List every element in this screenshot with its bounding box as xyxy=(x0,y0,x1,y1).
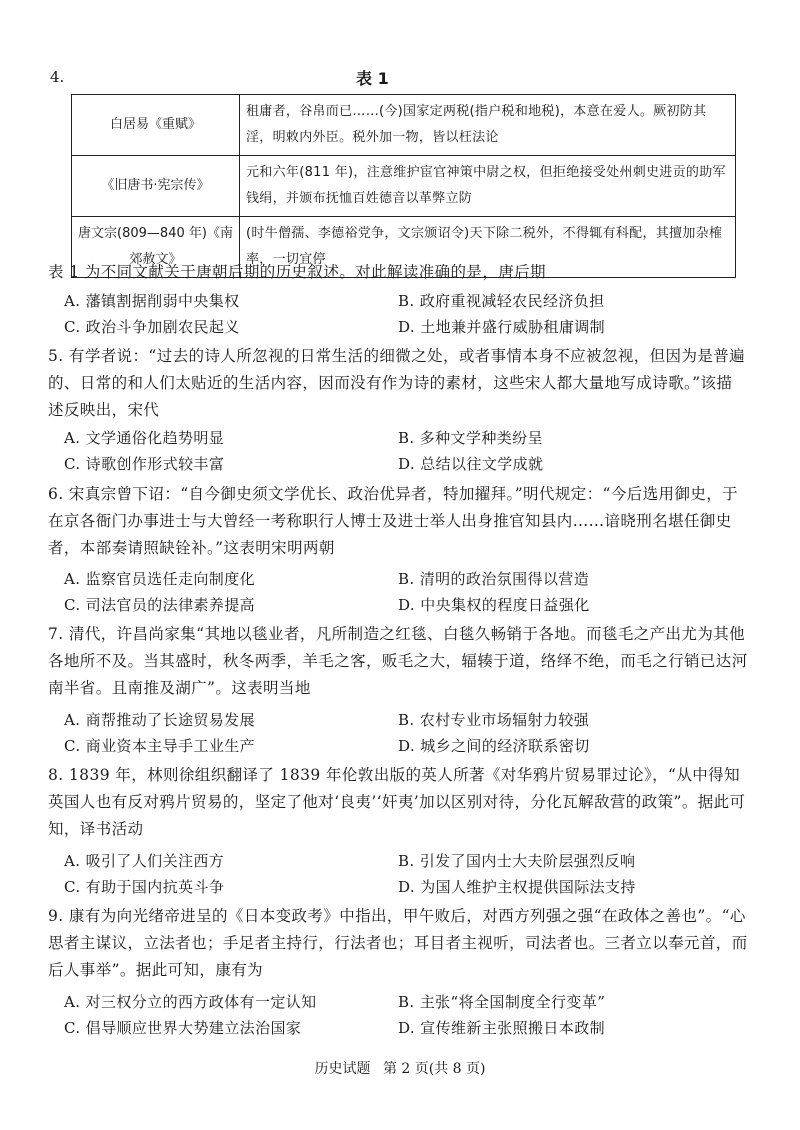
table-text-cell: (时牛僧孺、李德裕党争，文宗颁诏令)天下除二税外，不得辄有科配，其擅加杂榷率，一切宜停 xyxy=(240,217,736,278)
q5-option-b[interactable]: B. 多种文学种类纷呈 xyxy=(398,429,543,447)
q4-option-a[interactable]: A. 藩镇割据削弱中央集权 xyxy=(64,292,240,310)
table-title: 表 1 xyxy=(356,69,389,88)
q6-option-a[interactable]: A. 监察官员选任走向制度化 xyxy=(64,570,255,588)
q8-option-c[interactable]: C. 有助于国内抗英斗争 xyxy=(64,878,225,896)
page-footer xyxy=(0,1058,800,1078)
question-4-stem: 表 1 为不同文献关于唐朝后期的历史叙述。对此解读准确的是，唐后期 xyxy=(48,263,546,281)
q7-option-a[interactable]: A. 商帮推动了长途贸易发展 xyxy=(64,711,255,729)
q8-option-b[interactable]: B. 引发了国内士大夫阶层强烈反响 xyxy=(398,852,636,870)
footer-page-number: 第 2 页(共 8 页) xyxy=(382,1061,486,1077)
table-text-cell: 元和六年(811 年)，注意维护宦官神策中尉之权，但拒绝接受处州刺史进贡的助军钱绢，并颁布抚恤百姓德音以革弊立防 xyxy=(240,156,736,217)
q4-option-c[interactable]: C. 政治斗争加剧农民起义 xyxy=(64,318,240,336)
table-source-cell: 白居易《重赋》 xyxy=(72,95,240,156)
footer-subject: 历史试题 xyxy=(314,1061,371,1077)
question-9-stem: 9. 康有为向光绪帝进呈的《日本变政考》中指出，甲午败后，对西方列强之强“在政体之善也”。“心思者主谋议，立法者也；手足者主持行，行法者也；耳目者主视听，司法者也。三者立以奉元首，而后人事举”。据此可知，康有为 xyxy=(48,907,748,979)
q7-option-c[interactable]: C. 商业资本主导手工业生产 xyxy=(64,737,256,755)
q9-option-b[interactable]: B. 主张“将全国制度全行变革” xyxy=(398,993,606,1011)
q6-option-d[interactable]: D. 中央集权的程度日益强化 xyxy=(398,596,590,614)
question-4-number: 4. xyxy=(50,68,65,86)
table-text-cell: 租庸者，谷帛而已……(今)国家定两税(指户税和地税)，本意在爱人。厥初防其淫，明敕内外臣。税外加一物，皆以枉法论 xyxy=(240,95,736,156)
q8-option-a[interactable]: A. 吸引了人们关注西方 xyxy=(64,852,225,870)
source-table xyxy=(71,94,736,278)
q9-option-a[interactable]: A. 对三权分立的西方政体有一定认知 xyxy=(64,993,317,1011)
q5-option-a[interactable]: A. 文学通俗化趋势明显 xyxy=(64,429,225,447)
question-8-stem: 8. 1839 年，林则徐组织翻译了 1839 年伦敦出版的英人所著《对华鸦片贸易罪过论》，“从中得知英国人也有反对鸦片贸易的，坚定了他对‘良夷’‘奸夷’加以区别对待，分化瓦解敌营的政策”。据此可知，译书活动 xyxy=(48,766,746,838)
q6-option-b[interactable]: B. 清明的政治氛围得以营造 xyxy=(398,570,590,588)
question-7-stem: 7. 清代，许昌尚家集“其地以毯业者，凡所制造之红毯、白毯久畅销于各地。而毯毛之产出尤为其他各地所不及。当其盛时，秋冬两季，羊毛之客，贩毛之大，辐辏于道，络绎不绝，而毛之行销已达河南半省。且南推及湖广”。这表明当地 xyxy=(48,625,748,697)
table-row xyxy=(72,95,736,156)
q9-option-d[interactable]: D. 宣传维新主张照搬日本政制 xyxy=(398,1019,606,1037)
q6-option-c[interactable]: C. 司法官员的法律素养提高 xyxy=(64,596,256,614)
q4-option-d[interactable]: D. 土地兼并盛行威胁租庸调制 xyxy=(398,318,606,336)
q9-option-c[interactable]: C. 倡导顺应世界大势建立法治国家 xyxy=(64,1019,302,1037)
table-source-cell: 唐文宗(809—840 年)《南郊赦文》 xyxy=(72,217,240,278)
table-row xyxy=(72,156,736,217)
question-6-stem: 6. 宋真宗曾下诏：“自今御史须文学优长、政治优异者，特加擢拜。”明代规定：“今后选用御史，于在京各衙门办事进士与大曾经一考称职行人博士及进士举人出身推官知县内……谙晓刑名堪任御史者，本部奏请照缺铨补。”这表明宋明两朝 xyxy=(48,485,739,557)
q5-option-c[interactable]: C. 诗歌创作形式较丰富 xyxy=(64,455,225,473)
q8-option-d[interactable]: D. 为国人维护主权提供国际法支持 xyxy=(398,878,636,896)
table-source-cell: 《旧唐书·宪宗传》 xyxy=(72,156,240,217)
q5-option-d[interactable]: D. 总结以往文学成就 xyxy=(398,455,544,473)
q4-option-b[interactable]: B. 政府重视减轻农民经济负担 xyxy=(398,292,605,310)
q7-option-b[interactable]: B. 农村专业市场辐射力较强 xyxy=(398,711,590,729)
question-5-stem: 5. 有学者说：“过去的诗人所忽视的日常生活的细微之处，或者事情本身不应被忽视，但因为是普遍的、日常的和人们太贴近的生活内容，因而没有作为诗的素材，这些宋人都大量地写成诗歌。”该描述反映出，宋代 xyxy=(48,347,746,419)
q7-option-d[interactable]: D. 城乡之间的经济联系密切 xyxy=(398,737,590,755)
